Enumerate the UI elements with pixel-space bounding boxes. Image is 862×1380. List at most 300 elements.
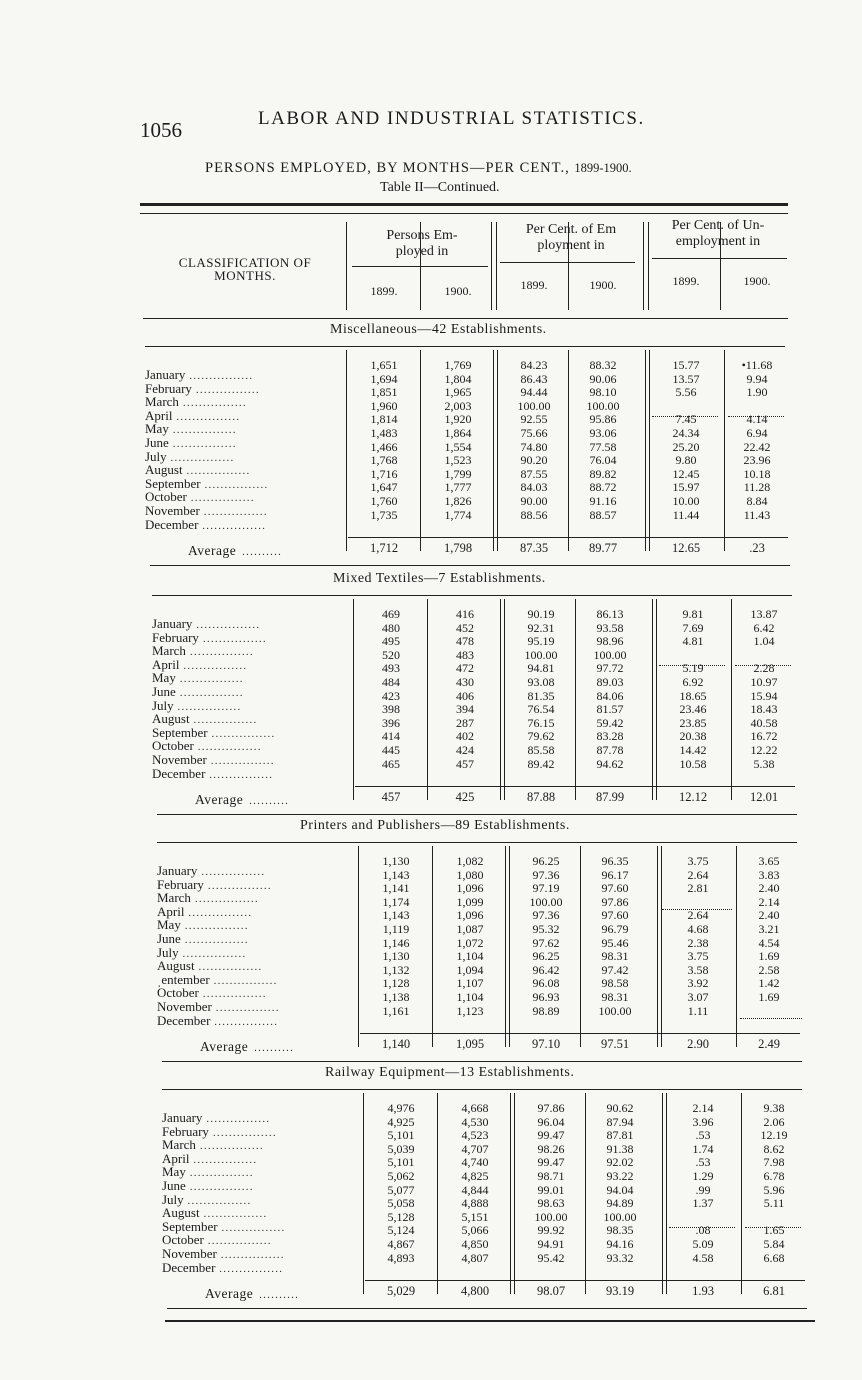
table-cell: 90.62 [606, 1101, 634, 1115]
month-name: November [162, 1246, 217, 1261]
table-cell: 4,844 [461, 1182, 489, 1197]
section-top-rule [145, 346, 785, 347]
table-cell: 96.04 [537, 1114, 565, 1129]
header-col-divider [648, 222, 649, 310]
leader-dots: ................ [198, 962, 263, 974]
column-divider [724, 350, 725, 551]
table-cell: 98.35 [606, 1223, 634, 1238]
table-cell: 483 [456, 647, 474, 662]
table-cell: 6.78 [763, 1169, 785, 1183]
table-cell: 1,080 [456, 867, 484, 882]
column-divider [585, 1093, 586, 1294]
table-cell: 3.21 [758, 922, 780, 936]
table-cell: 84.06 [596, 688, 624, 703]
table-cell: 97.60 [601, 881, 629, 896]
leader-dots: ................ [172, 425, 237, 437]
section-bottom-rule [162, 1061, 802, 1062]
column-group-header: Per Cent. of Un- employment in [671, 218, 765, 249]
table-cell: 86.43 [520, 371, 548, 386]
table-cell: 1,146 [382, 935, 410, 950]
section-top-rule [162, 1089, 802, 1090]
table-cell: 93.58 [596, 620, 624, 635]
table-cell: 97.72 [596, 661, 624, 676]
section-title: Railway Equipment—13 Establishments. [325, 1065, 575, 1080]
month-name: July [157, 944, 179, 960]
table-cell: 12.22 [750, 743, 778, 757]
leader-dots: ................ [189, 1168, 254, 1180]
table-cell: 5.84 [763, 1237, 785, 1251]
table-cell: 5.96 [763, 1182, 785, 1197]
table-cell: 1,647 [370, 480, 398, 495]
table-cell: 1,174 [382, 894, 410, 909]
table-cell: 23.46 [679, 702, 707, 717]
table-cell: 93.32 [606, 1250, 634, 1265]
month-name: June [157, 931, 181, 946]
table-cell: 87.81 [606, 1128, 634, 1143]
month-name: September [152, 724, 208, 740]
month-label [157, 1014, 278, 1030]
leader-dots: ................ [177, 701, 242, 713]
table-cell: 424 [456, 743, 474, 757]
table-cell: 8.84 [746, 494, 768, 508]
year-header: 1899. [672, 274, 700, 288]
table-cell: 97.62 [532, 935, 560, 950]
table-cell: 9.94 [746, 371, 768, 386]
table-cell: 6.92 [682, 675, 704, 689]
average-cell: 4,800 [460, 1284, 490, 1299]
leader-dots: ................ [207, 880, 272, 892]
table-cell: 83.28 [596, 729, 624, 744]
column-divider [420, 350, 421, 551]
table-cell: 97.36 [532, 908, 560, 923]
month-label [162, 1261, 283, 1277]
table-cell: 4.81 [682, 634, 704, 649]
table-cell: 4,707 [461, 1141, 489, 1156]
section-top-rule [157, 842, 797, 843]
table-cell: 402 [456, 729, 474, 744]
table-cell: 1,132 [382, 962, 410, 977]
leader-dots: ................ [206, 1114, 271, 1125]
table-cell: 10.97 [750, 675, 778, 689]
table-cell: 5,151 [461, 1209, 489, 1224]
table-cell: 2,003 [444, 398, 472, 413]
table-cell: 1.04 [753, 634, 775, 649]
table-cell: 1,716 [370, 466, 398, 481]
table-cell: 1,651 [370, 358, 398, 372]
table-cell: 74.80 [520, 439, 548, 454]
average-cell: 1.93 [692, 1284, 714, 1299]
table-cell: 3.83 [758, 867, 780, 882]
leader-dots: ................ [189, 647, 254, 659]
table-cell: 4.54 [758, 935, 780, 950]
month-label [145, 518, 266, 534]
leader-dots: ................ [215, 1003, 280, 1014]
leader-dots: ................ [193, 1154, 258, 1166]
table-cell: 94.04 [606, 1182, 634, 1197]
table-cell: 76.54 [527, 702, 555, 717]
table-cell: 97.42 [601, 962, 629, 977]
table-cell: 97.60 [601, 908, 629, 923]
table-cell: 1,768 [370, 453, 398, 468]
section-bottom-rule [150, 565, 790, 566]
column-divider [514, 1093, 515, 1294]
table-cell: 1,804 [444, 371, 472, 386]
column-divider [504, 599, 505, 800]
column-divider [580, 846, 581, 1047]
leader-dots: .......... [249, 796, 290, 808]
table-cell: 3.07 [687, 990, 709, 1004]
leader-dots: ................ [184, 935, 249, 946]
table-cell: 90.19 [527, 607, 555, 621]
table-cell: 96.35 [601, 854, 629, 868]
table-cell: 1.74 [692, 1141, 714, 1156]
table-cell: 1,130 [382, 854, 410, 868]
table-cell: 1,104 [456, 990, 484, 1004]
table-cell: 1,769 [444, 358, 472, 372]
leader-dots: ................ [179, 674, 244, 686]
table-cell: 91.16 [589, 494, 617, 508]
table-cell: 84.03 [520, 480, 548, 495]
table-cell: 7.45 [675, 412, 697, 427]
classification-label: CLASSIFICATION OF [178, 255, 312, 270]
table-cell: 94.16 [606, 1237, 634, 1251]
column-divider [346, 350, 347, 551]
month-name: December [162, 1259, 216, 1275]
table-cell: 96.25 [532, 854, 560, 868]
table-cell: 1,735 [370, 507, 398, 522]
month-name: April [162, 1150, 190, 1166]
month-name: February [157, 876, 204, 892]
table-cell: 2.28 [753, 661, 775, 676]
table-cell: 1,960 [370, 398, 398, 413]
table-cell: 4.58 [692, 1250, 714, 1265]
month-name: May [152, 670, 176, 686]
table-cell: 6.68 [763, 1250, 785, 1265]
table-cell: 1.65 [763, 1223, 785, 1238]
table-cell: 11.43 [743, 507, 771, 522]
table-cell: 3.92 [687, 976, 709, 991]
group-underline [352, 266, 488, 267]
table-cell: 1,826 [444, 494, 472, 508]
table-cell: 4,867 [387, 1237, 415, 1251]
month-name: March [145, 394, 179, 410]
table-cell: 81.57 [596, 702, 624, 717]
average-top-rule [355, 786, 795, 787]
table-cell: 416 [456, 607, 474, 621]
leader-dots: ................ [212, 1127, 277, 1139]
leader-dots: ................ [190, 493, 255, 505]
table-cell: 10.00 [672, 494, 700, 508]
average-text: Average [205, 1286, 254, 1302]
table-cell: 92.55 [520, 412, 548, 427]
table-cell: 99.47 [537, 1155, 565, 1170]
table-cell: 94.44 [520, 385, 548, 400]
column-divider [741, 1093, 742, 1294]
table-cell: 2.38 [687, 935, 709, 950]
table-cell: 1,466 [370, 439, 398, 454]
leader-dots: ................ [182, 948, 247, 960]
month-name: June [145, 435, 169, 450]
month-name: August [162, 1205, 200, 1221]
average-cell: 87.99 [595, 790, 625, 805]
table-cell: 88.72 [589, 480, 617, 495]
average-cell: 97.10 [531, 1037, 561, 1052]
table-cell: 75.66 [520, 426, 548, 440]
average-cell: 1,712 [369, 541, 399, 556]
table-cell: 96.93 [532, 990, 560, 1004]
year-header: 1900. [743, 274, 771, 288]
table-cell: 81.35 [527, 688, 555, 703]
leader-dots: ................ [210, 756, 275, 767]
table-cell: 40.58 [750, 715, 778, 730]
table-cell: 2.64 [687, 908, 709, 923]
group-underline [652, 258, 787, 259]
average-cell: 12.12 [678, 790, 708, 805]
table-cell: 398 [382, 702, 400, 717]
average-cell: 5,029 [386, 1284, 416, 1299]
average-cell: 2.90 [687, 1037, 709, 1052]
table-cell: 5.19 [682, 661, 704, 676]
table-cell: 88.56 [520, 507, 548, 522]
header-col-divider [496, 222, 497, 310]
leader-dots: ................ [221, 1222, 286, 1234]
subtitle-text: PERSONS EMPLOYED, BY MONTHS—PER CENT., [205, 160, 570, 176]
table-cell: 1,523 [444, 453, 472, 468]
table-cell: 1.69 [758, 990, 780, 1004]
table-cell: 7.69 [682, 620, 704, 635]
table-cell: 1,087 [456, 922, 484, 936]
average-cell: 12.01 [749, 790, 779, 805]
column-divider [662, 1093, 663, 1294]
table-cell: 3.65 [758, 854, 780, 868]
table-cell: 76.04 [589, 453, 617, 468]
average-cell: 12.65 [671, 541, 701, 556]
table-cell: 1,799 [444, 466, 472, 481]
month-name: August [145, 462, 183, 478]
leader-dots: ................ [194, 894, 259, 906]
month-name: November [157, 999, 212, 1014]
table-cell: 88.57 [589, 507, 617, 522]
leader-dots: ................ [202, 989, 267, 1001]
table-cell: 95.46 [601, 935, 629, 950]
table-cell: 100.00 [534, 1209, 568, 1224]
leader-dots: ................ [211, 728, 276, 740]
table-cell: 4,976 [387, 1101, 415, 1115]
table-cell: 1,814 [370, 412, 398, 427]
leader-dots: ................ [170, 452, 235, 464]
table-cell: 4,807 [461, 1250, 489, 1265]
table-cell: 2.40 [758, 881, 780, 896]
table-cell: 1,119 [382, 922, 410, 936]
year-header: 1900. [444, 284, 472, 298]
month-name: December [152, 765, 206, 781]
average-label [200, 1039, 294, 1055]
column-group-header: Persons Em- ployed in [386, 228, 458, 259]
table-cell: 1,920 [444, 412, 472, 427]
table-cell: 1,851 [370, 385, 398, 400]
table-cell: 79.62 [527, 729, 555, 744]
table-cell: 99.47 [537, 1128, 565, 1143]
section-title: Printers and Publishers—89 Establishments. [300, 818, 570, 833]
table-cell: 1,138 [382, 990, 410, 1004]
column-divider [736, 846, 737, 1047]
table-cell: 92.31 [527, 620, 555, 635]
section-title: Miscellaneous—42 Establishments. [330, 322, 547, 337]
table-cell: 4,740 [461, 1155, 489, 1170]
table-cell: 1.42 [758, 976, 780, 991]
month-name: February [162, 1123, 209, 1139]
table-cell: 2.81 [687, 881, 709, 896]
column-divider [363, 1093, 364, 1294]
table-cell: 6.42 [753, 620, 775, 635]
table-cell: 100.00 [517, 398, 551, 413]
table-cell: 1,141 [382, 881, 410, 896]
top-rule-thick [140, 203, 788, 206]
table-cell: 3.58 [687, 962, 709, 977]
month-name: December [157, 1012, 211, 1028]
table-cell: 1,143 [382, 867, 410, 882]
leader-dots: .......... [242, 547, 283, 559]
table-cell: 13.57 [672, 371, 700, 386]
average-cell: 2.49 [758, 1037, 780, 1052]
table-cell: 23.96 [743, 453, 771, 468]
table-cell: 520 [382, 647, 400, 662]
table-cell: 95.32 [532, 922, 560, 936]
table-cell: 86.13 [596, 607, 624, 621]
leader-dots: ................ [214, 1016, 279, 1028]
table-cell: 9.81 [682, 607, 704, 621]
empty-cell-dots [662, 909, 732, 910]
column-divider [652, 599, 653, 800]
table-cell: 493 [382, 661, 400, 676]
leader-dots: ................ [202, 520, 267, 532]
year-header: 1899. [370, 284, 398, 298]
table-cell: 1.37 [692, 1196, 714, 1211]
leader-dots: ................ [203, 507, 268, 518]
table-cell: 91.38 [606, 1141, 634, 1156]
month-name: February [145, 380, 192, 396]
table-cell: 3.75 [687, 854, 709, 868]
table-cell: 4,825 [461, 1169, 489, 1183]
leader-dots: .......... [259, 1290, 300, 1302]
table-cell: 100.00 [529, 894, 563, 909]
leader-dots: ................ [219, 1263, 284, 1275]
table-cell: 3.75 [687, 949, 709, 964]
column-divider [358, 846, 359, 1047]
table-cell: 12.19 [760, 1128, 788, 1143]
average-label [195, 792, 289, 808]
table-caption: Table II—Continued. [380, 180, 500, 195]
table-cell: 100.00 [524, 647, 558, 662]
table-cell: 1,965 [444, 385, 472, 400]
header-bottom-rule [143, 318, 788, 319]
column-divider [657, 846, 658, 1047]
table-cell: 10.58 [679, 756, 707, 771]
month-name: July [152, 697, 174, 713]
top-rule-thin [140, 213, 788, 214]
leader-dots: ................ [220, 1250, 285, 1261]
table-cell: 2.14 [758, 894, 780, 909]
page-number: 1056 [140, 118, 182, 142]
table-cell: 1,094 [456, 962, 484, 977]
table-cell: 5,062 [387, 1169, 415, 1183]
table-cell: 5.56 [675, 385, 697, 400]
leader-dots: ................ [184, 921, 249, 933]
month-name: April [145, 407, 173, 423]
table-cell: 1,864 [444, 426, 472, 440]
leader-dots: ................ [195, 384, 260, 396]
leader-dots: ................ [196, 620, 261, 631]
table-cell: 4,668 [461, 1101, 489, 1115]
table-subtitle [205, 160, 632, 177]
months-label: MONTHS. [214, 268, 276, 283]
table-cell: 5,101 [387, 1155, 415, 1170]
leader-dots: ................ [197, 742, 262, 754]
table-cell: 98.58 [601, 976, 629, 991]
table-cell: 22.42 [743, 439, 771, 454]
table-cell: 396 [382, 715, 400, 730]
average-text: Average [188, 543, 237, 559]
leader-dots: ................ [179, 688, 244, 699]
table-cell: 287 [456, 715, 474, 730]
table-cell: 93.08 [527, 675, 555, 689]
table-cell: 8.62 [763, 1141, 785, 1156]
table-cell: 100.00 [593, 647, 627, 662]
table-cell: 12.45 [672, 466, 700, 481]
month-name: March [152, 643, 186, 659]
empty-cell-dots [740, 1018, 802, 1019]
average-cell: 1,140 [381, 1037, 411, 1052]
table-cell: 2.14 [692, 1101, 714, 1115]
average-top-rule [348, 537, 788, 538]
table-cell: 1,096 [456, 908, 484, 923]
table-cell: 4,523 [461, 1128, 489, 1143]
table-cell: .99 [695, 1182, 711, 1197]
table-cell: 93.22 [606, 1169, 634, 1183]
table-cell: 394 [456, 702, 474, 717]
table-cell: 1,082 [456, 854, 484, 868]
table-cell: 1,130 [382, 949, 410, 964]
table-cell: 4.14 [746, 412, 768, 427]
leader-dots: ................ [186, 466, 251, 478]
table-cell: 1,107 [456, 976, 484, 991]
table-cell: 5.38 [753, 756, 775, 771]
table-cell: 14.42 [679, 743, 707, 757]
table-cell: 98.10 [589, 385, 617, 400]
year-header: 1900. [589, 278, 617, 292]
average-cell: 89.77 [588, 541, 618, 556]
column-divider [509, 846, 510, 1047]
month-name: May [162, 1164, 186, 1180]
header-col-divider [346, 222, 347, 310]
leader-dots: ................ [201, 867, 266, 878]
month-name: March [162, 1137, 196, 1153]
table-cell: 1.69 [758, 949, 780, 964]
table-cell: 100.00 [586, 398, 620, 413]
month-name: October [145, 489, 187, 505]
section-bottom-rule [157, 814, 797, 815]
average-cell: .23 [749, 541, 765, 556]
leader-dots: ................ [189, 371, 254, 382]
table-cell: 96.79 [601, 922, 629, 936]
table-cell: 77.58 [589, 439, 617, 454]
table-cell: 1,143 [382, 908, 410, 923]
average-cell: 6.81 [763, 1284, 785, 1299]
table-cell: 24.34 [672, 426, 700, 440]
average-cell: 98.07 [536, 1284, 566, 1299]
table-cell: 4,925 [387, 1114, 415, 1129]
table-cell: 95.42 [537, 1250, 565, 1265]
